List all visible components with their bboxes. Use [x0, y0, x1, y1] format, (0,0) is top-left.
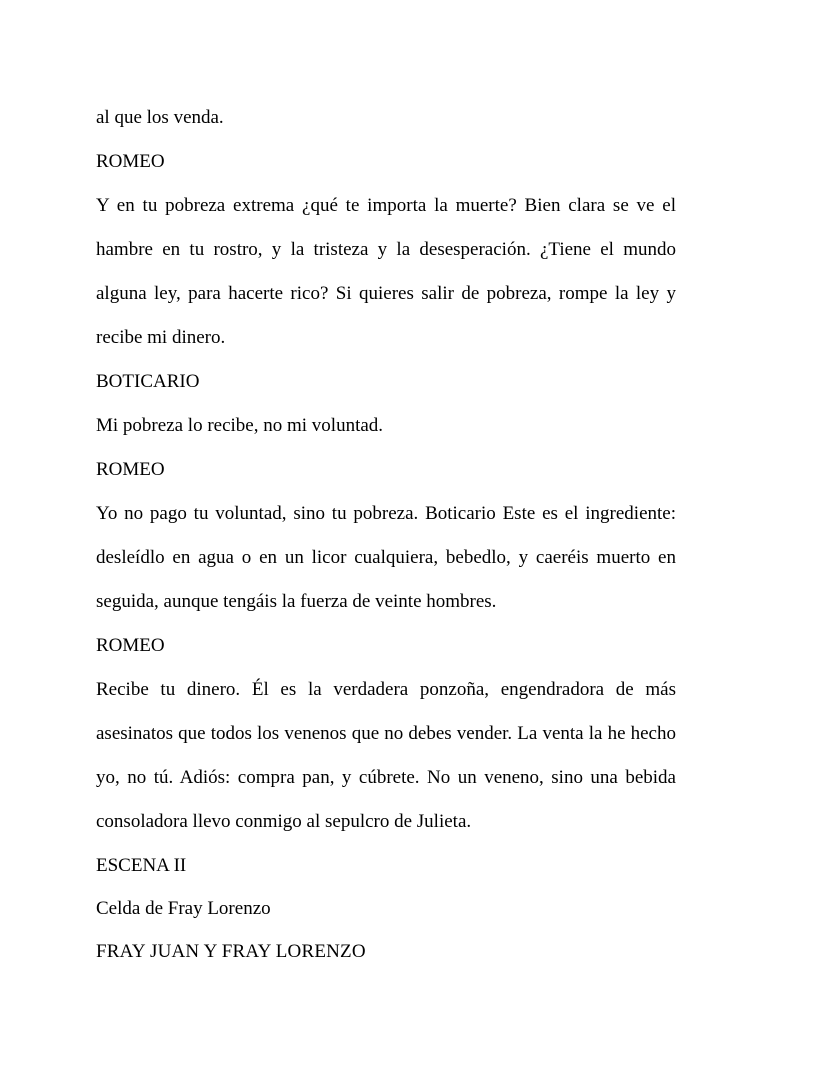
- cast-list: FRAY JUAN Y FRAY LORENZO: [96, 941, 366, 962]
- scene-heading: ESCENA II: [96, 855, 187, 876]
- speaker-label-romeo-2: ROMEO: [96, 459, 165, 480]
- speaker-label-boticario: BOTICARIO: [96, 371, 200, 392]
- speaker-label-romeo-1: ROMEO: [96, 151, 165, 172]
- dialogue-paragraph-romeo-3: Recibe tu dinero. Él es la verdadera ponzoña, engendradora de más asesinatos que todos los venenos que no debes vender. La venta la he hecho yo, no tú. Adiós: compra pan, y cúbrete. No un veneno, sino una bebida consoladora llevo conmigo al sepulcro de Julieta.: [96, 679, 676, 832]
- dialogue-paragraph-boticario: Mi pobreza lo recibe, no mi voluntad.: [96, 415, 384, 436]
- document-body: [96, 96, 676, 974]
- paragraph-continuation: al que los venda.: [96, 107, 224, 128]
- speaker-label-romeo-3: ROMEO: [96, 635, 165, 656]
- stage-direction: Celda de Fray Lorenzo: [96, 898, 271, 919]
- dialogue-paragraph-romeo-2: Yo no pago tu voluntad, sino tu pobreza. Boticario Este es el ingrediente: desleídlo en agua o en un licor cualquiera, bebedlo, y caeréis muerto en seguida, aunque tengáis la fuerza de veinte hombres.: [96, 503, 676, 612]
- dialogue-paragraph-romeo-1: Y en tu pobreza extrema ¿qué te importa la muerte? Bien clara se ve el hambre en tu rostro, y la tristeza y la desesperación. ¿Tiene el mundo alguna ley, para hacerte rico? Si quieres salir de pobreza, rompe la ley y recibe mi dinero.: [96, 195, 676, 348]
